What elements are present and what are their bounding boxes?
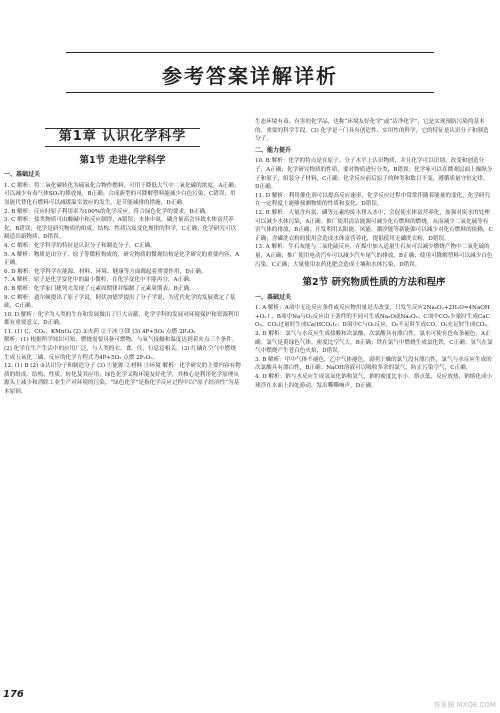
- answer-paragraph: 5. A 解析：物质是由分子、原子等微粒构成的，研究物质的微观结构是化学研究的重要内容，A正确。: [4, 251, 240, 267]
- header-rule-top: [66, 52, 434, 53]
- answer-paragraph: 7. A 解析：原子是化学变化中的最小微粒，在化学变化中不能再分，A正确。: [4, 277, 195, 284]
- answer-paragraph: 11. D 解析：利用催化剂可以提高反应速率，化学反应过程中常常伴随着能量的变化，化学研究在一定程度上能够预测物质的性质和变化，D错误。: [255, 192, 491, 208]
- answer-paragraph: 2. B 解析：反应时原子利用率为100%的化学反应，符合绿色化学的要求，B正确。: [4, 208, 211, 215]
- answer-paragraph: 10. D 解析：化学为人类的生存和发展做出了巨大贡献，化学学科的发展对环境保护和资源利用都有重要意义，D正确。: [4, 311, 240, 327]
- right-column: [255, 118, 493, 390]
- page-title: 参考答案详解详析: [162, 64, 338, 88]
- answer-paragraph: 3. C 解析：盐类物质可由酸碱中和反应制得，A错误；水体中氮、磷含量高会导致水体富营养化，B错误；化学是研究物质的组成、结构、性质以及变化规律的科学，C正确；化学研究可以制造出新物质，D错误。: [4, 217, 237, 241]
- answer-paragraph: 2. D 解析：氯气与水反应生成盐酸和次氯酸，次氯酸具有漂白性，氯水可使有色布条褪色，A正确；氯气是黄绿色气体，密度比空气大，B正确；铁在氯气中燃烧生成氯化铁，C正确；氢气在氯气中燃烧产生苍白色火焰，D错误。: [255, 331, 493, 355]
- answer-paragraph: 1. A 解析：A项中无论反应条件或反应物用量是否改变，只发生反应2Na₂O₂+2H₂O=4NaOH+O₂↑，B项中Na与O₂反应由于条件的不同可生成Na₂O或Na₂O₂；C项中CO₂少量时生成CaCO₃，CO₂过量时生成Ca(HCO₃)₂；D项中C与O₂反应，O₂不足时生成CO，O₂充足时生成CO₂。: [255, 305, 493, 329]
- section-heading: 第2节 研究物质性质的方法和程序: [302, 277, 446, 289]
- watermark: 答案圈 MXQE.COM: [433, 701, 496, 709]
- section-heading: 第1节 走进化学科学: [79, 154, 166, 166]
- answer-paragraph: 6. D 解析：化学科学在能源、材料、环境、健康等方面都起着重要作用，D正确。: [4, 268, 207, 275]
- answer-paragraph: 4. D 解析：钠与水反应生成氢氧化钠和氢气，钠的密度比水小，熔点低，反应放热，钠熔化成小球浮在水面上四处游动，发出嘶嘶响声，D正确。: [255, 374, 493, 389]
- left-column: [4, 118, 241, 397]
- answer-paragraph: 10. B 解析：化学的特点是在原子、分子水平上认识物质，并且化学可以识别、改变和创造分子，A正确；化学研究物质的性质，要对物质进行分类，B错误；化学家可以在微观层面上操纵分子和原子，组装分子材料，C正确；化学反应前后原子的种类和数目不变，遵循质量守恒定律，D正确。: [255, 158, 493, 191]
- answer-paragraph: 8. B 解析：化学家门捷列夫发现了元素周期律并编制了元素周期表，B正确。: [4, 285, 195, 292]
- subsection-heading: 一、基础过关: [4, 171, 41, 179]
- answer-paragraph: 3. B 解析：甲中气体不褪色，乙中气体褪色，说明干燥的氯气没有漂白性，氯气与水反应生成的次氯酸具有漂白性，B正确；NaOH溶液可以吸收多余的氯气，防止污染空气，C正确。: [255, 356, 492, 372]
- answer-paragraph: 生态环境有毒、有害的化学品，也称“环境友好化学”或“洁净化学”，它是实现预防污染的基本的、重要的科学手段。(3) 化学是一门具有创造性、实用性的科学，它的特征是认识分子和制造分子。: [255, 119, 489, 143]
- chapter-heading: 第1章 认识化学科学: [4, 128, 241, 147]
- answer-paragraph: 解析：(1) 根据所学知识可知，燃烧需要具备可燃物、与氧气接触和温度达到着火点三个条件。(2) 化学在生产生活中的应用广泛，与人类的衣、食、住、行息息相关。(3) 红磷在空气中燃烧生成五氧化二磷，反应的化学方程式为4P+5O₂ 点燃 2P₂O₅。: [4, 337, 238, 361]
- subsection-heading: 一、基础过关: [255, 293, 292, 301]
- answer-paragraph: 11. (1) C、CO₂、KMnO₄ (2) ①火药 ②干冰 ③镁 (3) 4P+5O₂ 点燃 2P₂O₅: [4, 328, 196, 335]
- header-rule-bottom: [66, 92, 434, 93]
- answer-paragraph: 12. (1) B (2) ③认识分子和制造分子 (3) ①能源 ②材料 ③环境 解析：化学研究的主要内容有物质的组成、结构、性质、转化及其应用；绿色化学又称环境友好化学，其核心是利用化学原理从源头上减少和消除工业生产对环境的污染，“绿色化学”是指化学反应过程中以“原子经济性”为基本原则。: [4, 363, 241, 396]
- answer-paragraph: 4. C 解析：化学科学的特征是认识分子和制造分子，C正确。: [4, 242, 156, 249]
- answer-paragraph: 13. A 解析：生石灰能与二氧化硫反应，在煤中加入适量生石灰可以减少燃烧产物中二氧化硫的量，A正确；推广使用电动汽车可以减少汽车尾气的排放，B正确；使用可降解塑料可以减少白色污染，C正确；大量使用农药化肥会造成土壤和水体污染，D错误。: [255, 244, 493, 268]
- answer-paragraph: 12. B 解析：大量含有氮、磷等元素的废水排入水中，会促使水体富营养化，加强对废水的处理可以减少水体污染，A正确；推广使用清洁能源可减少化石燃料的燃烧，从而减少二氧化硫等有害气体的排放，B正确；开发利用太阳能、风能、潮汐能等新能源可以减少对化石燃料的依赖，C正确；含磷洗衣粉的使用会造成水体富营养化，提倡使用无磷洗衣粉，D错误。: [255, 209, 493, 242]
- answer-paragraph: 9. C 解析：道尔顿提出了原子学说，阿伏加德罗提出了分子学说，为近代化学的发展奠定了基础，C正确。: [4, 294, 236, 310]
- subsection-heading: 二、能力提升: [255, 146, 292, 154]
- answer-paragraph: 1. C 解析：将二氧化碳转化为硫氧化合物作燃料，可用于降低大气中二氧化碳的浓度，A正确；可以减少有毒气体SO₂的排放量，B正确；合成新型的可降解塑料能减少白色污染，C错误；用氢能代替化石燃料可以减缓温室效应的发生，是节能减排的措施，D正确。: [4, 182, 240, 206]
- page-number: 176: [3, 689, 24, 700]
